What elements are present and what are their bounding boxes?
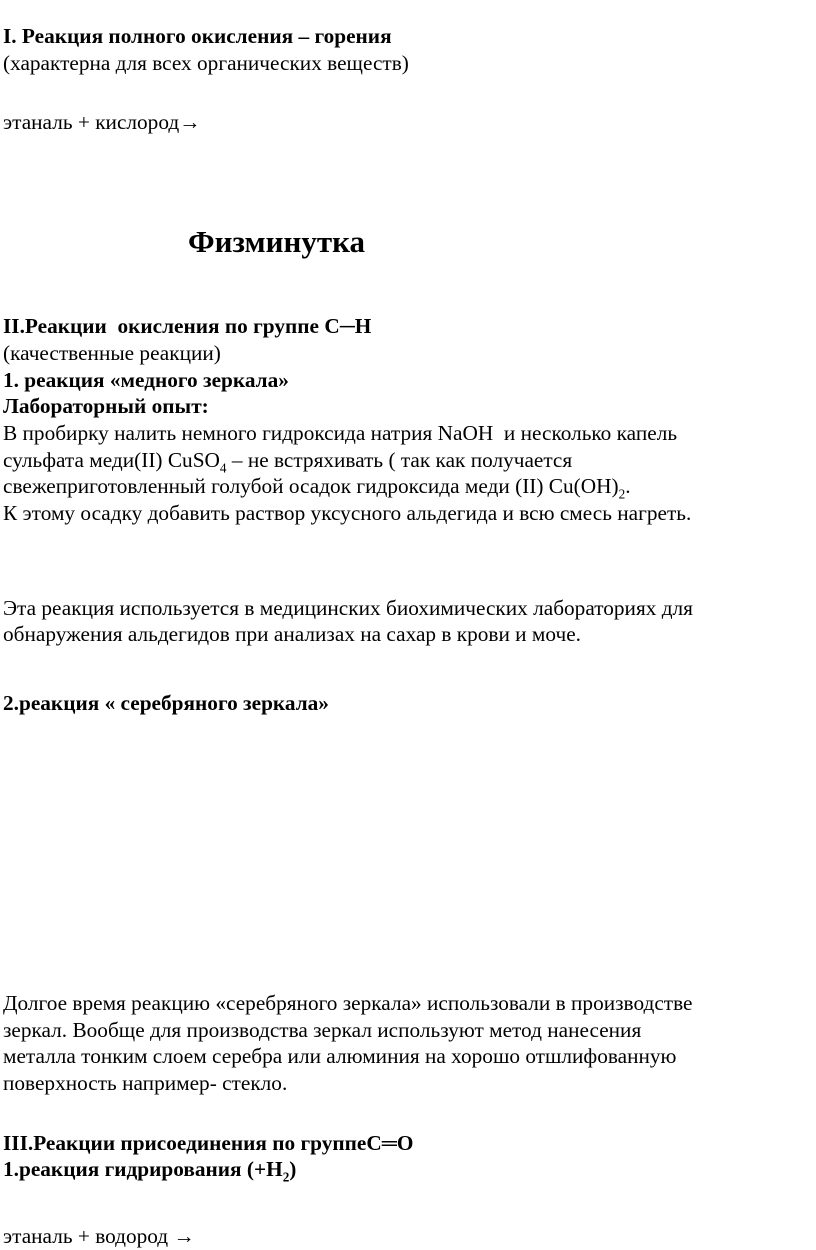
lab-experiment-text: В пробирку налить немного гидроксида натрия NaOH и несколько капель сульфата меди(II) CuSO$_4$ – не встряхивать ( так как получается свежеприготовленный голубой осадок гидроксида меди (II) $Cu(OH)_2$. К этому осадку добавить раствор уксусного альдегида и всю смесь нагреть. — [3, 420, 692, 526]
silver-mirror-heading: 2.реакция « серебряного зеркала» — [3, 691, 329, 716]
medical-use-text: Эта реакция используется в медицинских биохимических лабораториях для обнаружения альдегидов при анализах на сахар в крови и моче. — [3, 595, 693, 647]
copper-mirror-heading: 1. реакция «медного зеркала» — [3, 367, 289, 392]
mirror-production-text: Долгое время реакцию «серебряного зеркала» использовали в производстве зеркал. Вообще для производства зеркал используют метод нанесения металла тонким слоем серебра или алюминия на хорошо отшлифованную поверхность например- стекло. — [3, 990, 693, 1095]
section1-heading: I. Реакция полного окисления – горения — [3, 24, 392, 48]
equation-ethanal-plus-hydrogen: этаналь + водород → — [3, 1224, 195, 1249]
equation-ethanal-plus-oxygen: этаналь + кислород→ — [3, 110, 201, 135]
section2-heading: II.Реакции окисления по группе С─Н — [3, 314, 372, 339]
lab-experiment-heading: Лабораторный опыт: — [3, 394, 209, 419]
fizminutka-title: Физминутка — [188, 224, 365, 260]
hydrogenation-heading: 1.реакция гидрирования $(+Н_2)$ — [3, 1157, 297, 1185]
section3-heading: III.Реакции присоединения по группеС═О — [3, 1130, 414, 1155]
section2-note: (качественные реакции) — [3, 340, 221, 365]
section1-note: (характерна для всех органических веществ) — [3, 50, 409, 75]
